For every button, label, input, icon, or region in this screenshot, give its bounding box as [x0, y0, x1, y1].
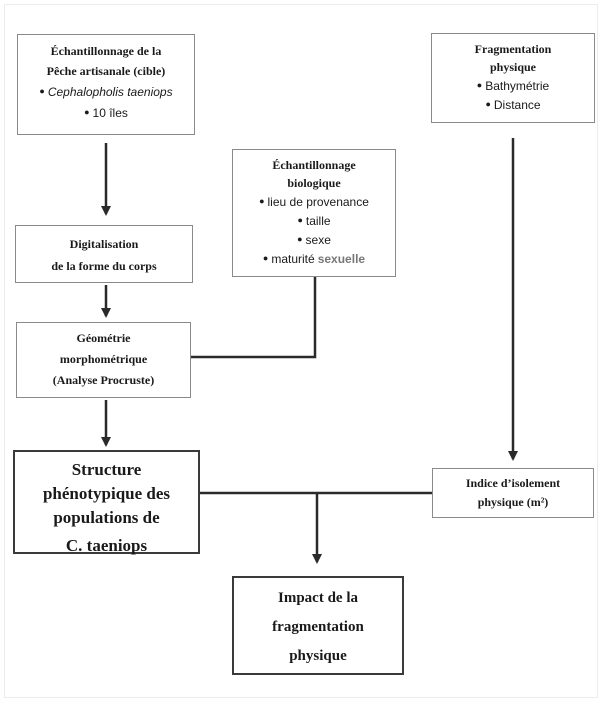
bullet-icon: ●	[476, 80, 483, 90]
index-line-2: physique (m²)	[477, 495, 549, 509]
bullet-icon: ●	[485, 99, 491, 109]
connector-bio-to-geom	[190, 277, 315, 357]
box-biological-sampling	[232, 149, 396, 277]
frag-item-bathymetry: ● Bathymétrie	[476, 79, 550, 93]
box-artisanal-sampling	[17, 34, 195, 135]
box-phenotypic-structure	[13, 450, 200, 554]
sampling-item-islands: ● 10 îles	[84, 106, 128, 120]
geom-line-1: Géométrie	[76, 331, 131, 345]
bullet-icon: ●	[259, 196, 265, 206]
box-isolation-index	[432, 468, 594, 518]
impact-line-2: fragmentation	[272, 619, 364, 635]
bio-item-sex: ● sexe	[297, 233, 331, 247]
geom-line-3: (Analyse Procruste)	[52, 373, 155, 387]
bio-title-2: biologique	[287, 176, 341, 190]
impact-line-3: physique	[289, 648, 347, 664]
bullet-icon: ●	[39, 86, 45, 96]
bio-title-1: Échantillonnage	[272, 158, 356, 172]
structure-line-2: phénotypique des	[42, 484, 171, 503]
frag-item-distance: ● Distance	[485, 98, 541, 112]
sampling-item-species: ● Cephalopholis taeniops	[39, 85, 173, 99]
index-line-1: Indice d’isolement	[465, 476, 561, 490]
impact-line-1: Impact de la	[278, 590, 358, 606]
bio-item-size: ● taille	[297, 214, 331, 228]
digital-line-1: Digitalisation	[69, 237, 139, 251]
geom-line-2: morphométrique	[59, 352, 148, 366]
bullet-icon: ●	[297, 234, 303, 244]
box-fragmentation-impact	[232, 576, 404, 675]
frag-title-2: physique	[489, 60, 537, 74]
structure-line-4: C. taeniops	[65, 536, 148, 555]
bio-item-maturity: ● maturité sexuelle	[262, 252, 366, 266]
bullet-icon: ●	[297, 215, 303, 225]
structure-line-1: Structure	[71, 460, 142, 479]
sampling-title-2: Pêche artisanale (cible)	[46, 64, 166, 78]
box-digitalisation	[15, 225, 193, 283]
structure-line-3: populations de	[53, 508, 160, 527]
frag-title-1: Fragmentation	[474, 42, 552, 56]
sampling-title-1: Échantillonnage de la	[50, 44, 162, 58]
bullet-icon: ●	[262, 253, 269, 263]
bullet-icon: ●	[84, 107, 90, 117]
box-geometric-morphometrics	[16, 322, 191, 398]
bio-item-origin: ● lieu de provenance	[259, 195, 369, 209]
digital-line-2: de la forme du corps	[51, 259, 157, 273]
box-physical-fragmentation	[431, 33, 595, 123]
